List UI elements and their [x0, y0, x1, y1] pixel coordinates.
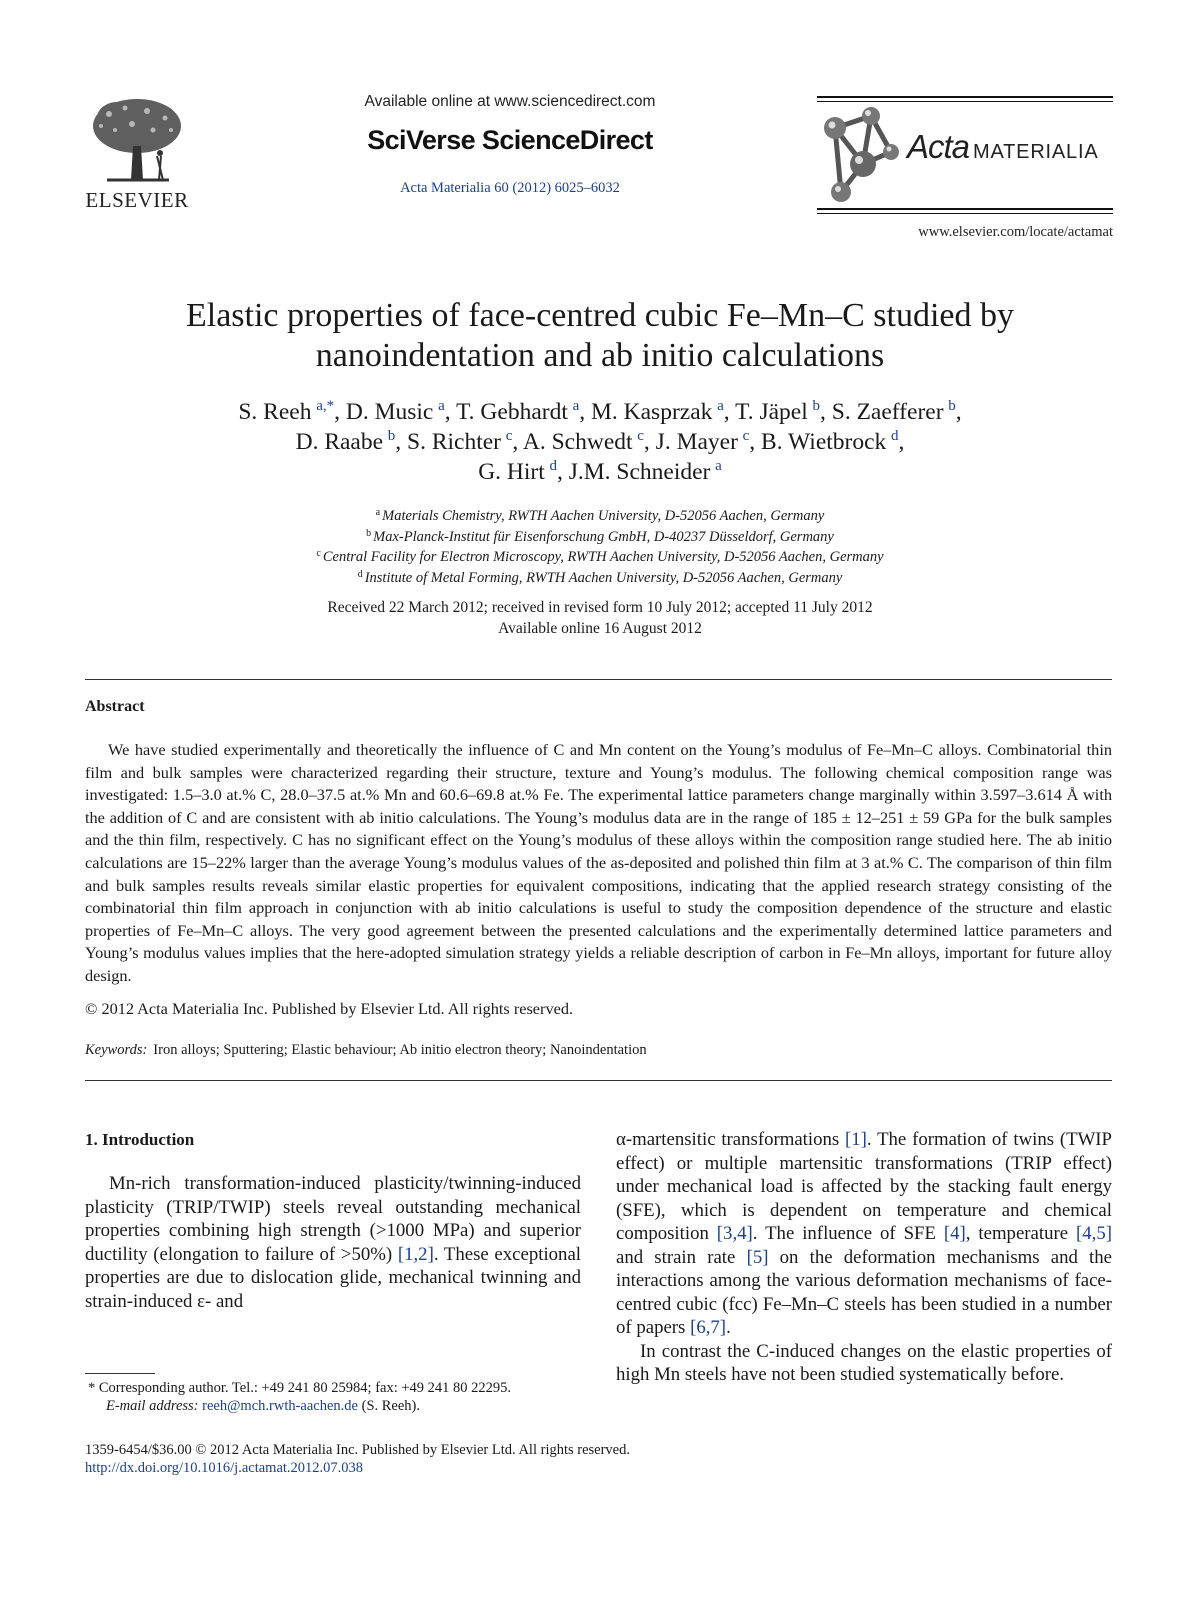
abstract-copyright: © 2012 Acta Materialia Inc. Published by Elsevier Ltd. All rights reserved. — [85, 999, 574, 1018]
intro-text: and strain rate — [616, 1246, 747, 1268]
affiliation-key: a — [375, 507, 381, 518]
footnote-email-line — [88, 1397, 511, 1415]
citation-link[interactable]: [1,2] — [397, 1243, 434, 1265]
intro-text: Mn-rich transformation-induced plasticity/twinning-induced plasticity (TRIP/TWIP) steels reveal outstanding mechanical properties combining high strength (>1000 MPa) and superior ductility (elongation to failure of >50%) — [85, 1173, 581, 1265]
author-name: S. Richter — [407, 429, 502, 455]
keywords-label: Keywords: — [85, 1042, 148, 1058]
author-name: D. Raabe — [295, 429, 384, 455]
author-line-2: D. Raabe $^b$, S. Richter $^c$, A. Schwedt $^c$, J. Mayer $^c$, B. Wietbrock $^d$, — [295, 428, 905, 455]
author-affil-marker[interactable]: a — [717, 398, 724, 414]
citation-link[interactable]: [1] — [845, 1129, 867, 1150]
affiliation-key: d — [357, 568, 363, 580]
citation-link[interactable]: [4,5] — [1076, 1223, 1112, 1244]
affiliation — [90, 547, 1110, 568]
author-name: T. Jäpel — [735, 399, 808, 425]
journal-citation-link[interactable]: Acta Materialia 60 (2012) 6025–6032 — [400, 180, 620, 196]
doi-link[interactable]: http://dx.doi.org/10.1016/j.actamat.2012.07.038 — [85, 1460, 364, 1476]
author-name: J. Mayer — [655, 429, 738, 455]
affiliation-key: b — [366, 527, 372, 539]
intro-text: . The influence of SFE — [752, 1223, 944, 1244]
left-column — [85, 1128, 581, 1313]
affiliation — [90, 568, 1110, 589]
affiliation-list — [90, 506, 1110, 588]
author-affil-marker[interactable]: a — [715, 458, 722, 474]
author-affil-marker[interactable]: b — [948, 398, 956, 414]
right-column — [616, 1128, 1112, 1387]
citation-link[interactable]: [4] — [943, 1223, 966, 1244]
abstract-bottom-rule — [85, 1080, 1112, 1081]
footnote-contact: * Corresponding author. Tel.: +49 241 80 25984; fax: +49 241 80 22295. — [88, 1380, 512, 1396]
author-affil-marker[interactable]: a — [438, 398, 445, 414]
affiliation-text: Materials Chemistry, RWTH Aachen University, D-52056 Aachen, Germany — [382, 508, 825, 524]
affiliation-text: Institute of Metal Forming, RWTH Aachen University, D-52056 Aachen, Germany — [364, 569, 843, 586]
author-name: S. Reeh — [238, 399, 312, 425]
author-name: B. Wietbrock — [761, 429, 887, 455]
author-affil-marker[interactable]: d — [549, 458, 557, 474]
author-name: D. Music — [345, 399, 434, 425]
publisher-logo — [82, 96, 192, 213]
citation-link[interactable]: [3,4] — [716, 1223, 753, 1244]
intro-paragraph-1 — [85, 1172, 581, 1313]
online-date: Available online 16 August 2012 — [498, 620, 702, 637]
author-affil-marker[interactable]: c — [505, 428, 513, 444]
affiliation-text: Max-Planck-Institut für Eisenforschung GmbH, D-40237 Düsseldorf, Germany — [373, 528, 834, 545]
intro-text: . — [726, 1317, 731, 1338]
masthead — [300, 93, 720, 197]
corresponding-author-footnote — [88, 1379, 511, 1415]
keywords-text: Iron alloys; Sputtering; Elastic behaviour; Ab initio electron theory; Nanoindentation — [153, 1042, 647, 1058]
author-affil-marker[interactable]: b — [387, 428, 396, 444]
title-line-1: Elastic properties of face-centred cubic Fe–Mn–C studied by — [185, 297, 1014, 334]
keywords — [85, 1042, 647, 1059]
author-affil-marker[interactable]: a — [572, 398, 580, 414]
journal-masthead — [817, 96, 1113, 241]
author-affil-marker[interactable]: d — [891, 428, 899, 444]
author-affil-marker[interactable]: c — [742, 428, 750, 444]
abstract-heading: Abstract — [85, 698, 145, 715]
abstract-paragraph: We have studied experimentally and theoretically the influence of C and Mn content on the Young’s modulus of Fe–Mn–C alloys. Combinatorial thin film and bulk samples were characterized regarding their structure, texture and Young’s modulus. The following chemical composition range was investigated: 1.5–3.0 at.% C, 28.0–37.5 at.% Mn and 60.6–69.8 at.% Fe. The experimental lattice parameters change marginally within 3.597–3.614 Å with the addition of C and are consistent with ab initio calculations. The Young’s modulus data are in the range of 185 ± 12–251 ± 59 GPa for the bulk samples and the thin film, respectively. C has no significant effect on the Young’s modulus of these alloys within the composition range studied here. The ab initio calculations are 15–22% larger than the average Young’s modulus values of the as-deposited and polished thin film at 3 at.% C. The comparison of thin film and bulk samples results reveals similar elastic properties for equivalent compositions, indicating that the applied research strategy consisting of the combinatorial thin film approach in conjunction with ab initio calculations is useful to study the composition dependence of the structure and elastic properties of Fe–Mn–C alloys. The very good agreement between the presented calculations and the experimentally determined lattice parameters and Young’s modulus values implies that the here-adopted simulation strategy yields a reliable description of carbon in Fe–Mn alloys, important for future alloy design. — [85, 740, 1112, 985]
affiliation-text: Central Facility for Electron Microscopy, RWTH Aachen University, D-52056 Aachen, Germany — [322, 549, 884, 565]
elsevier-tree-icon — [87, 96, 187, 188]
abstract-top-rule — [85, 679, 1112, 680]
email-suffix: (S. Reeh). — [357, 1398, 420, 1414]
intro-text: on the deformation mechanisms and the interactions among the various deformation mechanisms of face-centred cubic (fcc) Fe–Mn–C steels has been studied in a number of papers — [616, 1246, 1113, 1338]
article-title — [90, 296, 1110, 376]
intro-text: . These exceptional properties are due to dislocation glide, mechanical twinning and strain-induced ε- and — [85, 1243, 581, 1312]
author-name: M. Kasprzak — [591, 399, 713, 425]
intro-text: α-martensitic transformations — [616, 1129, 846, 1150]
author-list — [90, 397, 1110, 487]
footnote-rule — [85, 1373, 155, 1374]
author-name: J.M. Schneider — [568, 459, 711, 485]
author-line-3: G. Hirt $^d$, J.M. Schneider $^a$ — [478, 458, 722, 485]
received-dates: Received 22 March 2012; received in revised form 10 July 2012; accepted 11 July 2012 — [327, 599, 873, 616]
citation-link[interactable]: [6,7] — [690, 1317, 727, 1338]
journal-name — [907, 128, 1098, 166]
brand-name: SciVerse ScienceDirect — [367, 125, 653, 155]
email-link[interactable]: reeh@mch.rwth-aachen.de — [202, 1398, 358, 1414]
journal-logo — [817, 102, 1113, 208]
affiliation-key: c — [316, 548, 321, 559]
intro-paragraph-1-continued — [616, 1128, 1112, 1340]
citation-link[interactable]: [5] — [746, 1246, 769, 1268]
journal-name-materialia: MATERIALIA — [973, 141, 1099, 163]
author-name: A. Schwedt — [522, 429, 633, 455]
publisher-name: ELSEVIER — [85, 188, 189, 212]
title-line-2: nanoindentation and ab initio calculations — [315, 337, 885, 374]
affiliation — [90, 527, 1110, 548]
author-name: G. Hirt — [478, 459, 545, 485]
journal-url: www.elsevier.com/locate/actamat — [918, 224, 1113, 240]
intro-paragraph-2: In contrast the C-induced changes on the elastic properties of high Mn steels have not been studied systematically before. — [616, 1340, 1112, 1385]
intro-text: . The formation of twins (TWIP effect) or multiple martensitic transformations (TRIP effect) under mechanical load is affected by the stacking fault energy (SFE), which is dependent on temperature and chemical composition — [616, 1129, 1113, 1244]
email-label: E-mail address: — [106, 1398, 199, 1414]
author-name: S. Zaefferer — [831, 399, 944, 425]
author-line-1: S. Reeh $^{a,*}$, D. Music $^a$, T. Gebhardt $^a$, M. Kasprzak $^a$, T. Jäpel $^b$, S. Zaefferer $^b$, — [238, 398, 962, 425]
abstract-text — [85, 739, 1112, 988]
bottom-double-rule — [817, 208, 1113, 214]
molecule-icon — [819, 106, 905, 204]
journal-name-acta: Acta — [907, 128, 970, 165]
author-name: T. Gebhardt — [456, 399, 568, 425]
intro-text: , temperature — [965, 1223, 1076, 1244]
available-online: Available online at www.sciencedirect.com — [364, 93, 656, 110]
article-dates — [90, 597, 1110, 639]
imprint-line: 1359-6454/$36.00 © 2012 Acta Materialia Inc. Published by Elsevier Ltd. All rights reserved. — [85, 1442, 630, 1458]
section-heading: 1. Introduction — [85, 1130, 195, 1149]
author-affil-marker[interactable]: a,* — [316, 398, 335, 414]
imprint — [85, 1441, 630, 1477]
author-affil-marker[interactable]: b — [812, 398, 820, 414]
author-affil-marker[interactable]: c — [637, 428, 644, 444]
affiliation — [90, 506, 1110, 527]
